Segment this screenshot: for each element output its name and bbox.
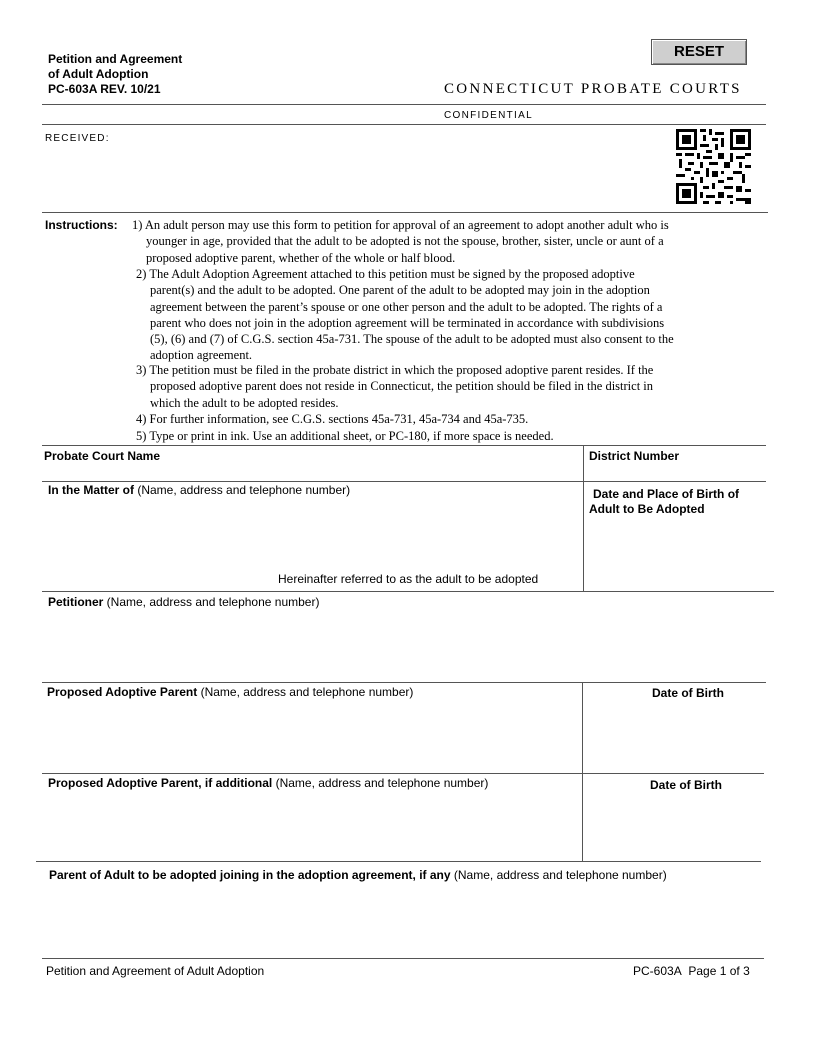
instruction-item-4 [136,411,776,427]
instruction-number: 3) [136,363,147,377]
instruction-line: parent who does not join in the adoption agreement will be terminated in accordance with subdivisions [150,315,665,330]
form-title-line1: Petition and Agreement [48,52,183,66]
adoptive-parent2-hint: (Name, address and telephone number) [272,776,489,790]
instructions-label: Instructions: [45,218,118,232]
district-number-field[interactable] [589,449,679,464]
reset-button[interactable]: RESET [651,39,747,65]
instruction-number: 1) [132,218,143,232]
grid-line [42,682,766,683]
petitioner-hint: (Name, address and telephone number) [103,595,320,609]
instruction-line: proposed adoptive parent, whether of the whole or half blood. [146,250,456,265]
instruction-item-2 [136,266,776,364]
instruction-line: younger in age, provided that the adult to be adopted is not the spouse, brother, sister, uncle or aunt of a [146,234,664,249]
petitioner-label: Petitioner [48,595,104,609]
instruction-number: 5) [136,429,147,443]
adoptive-parent2-field[interactable] [48,776,578,858]
joining-parent-field[interactable] [49,868,765,954]
footer-form-title: Petition and Agreement of Adult Adoption [46,964,265,978]
grid-column-divider [582,682,583,861]
instruction-line: For further information, see C.G.S. sections 45a-731, 45a-734 and 45a-735. [149,412,529,426]
district-number-label: District Number [589,449,680,463]
instruction-item-5 [136,428,776,444]
grid-line [36,861,761,862]
date-of-birth-label: Date of Birth [650,778,722,792]
received-label: RECEIVED: [45,133,110,144]
footer-page-number: Page 1 of 3 [688,964,750,978]
petitioner-field[interactable] [48,595,764,679]
instruction-number: 4) [136,412,147,426]
instruction-line: Type or print in ink. Use an additional sheet, or PC-180, if more space is needed. [149,429,554,443]
adoptive-parent-hint: (Name, address and telephone number) [197,685,414,699]
grid-column-divider [583,445,584,591]
qr-code-icon [676,129,751,204]
footer-page-info [633,964,750,978]
adoptive-parent-field[interactable] [47,685,577,769]
court-name: CONNECTICUT PROBATE COURTS [444,81,742,97]
hereinafter-note: Hereinafter referred to as the adult to be adopted [278,572,539,586]
probate-court-name-field[interactable] [44,449,160,464]
footer-form-id: PC-603A [633,964,682,978]
joining-parent-hint: (Name, address and telephone number) [450,868,667,882]
header-divider [42,104,766,105]
grid-line [42,445,766,446]
instruction-line: proposed adoptive parent does not reside in Connecticut, the petition should be filed in the district in [150,379,654,394]
form-title-line2: of Adult Adoption [48,67,149,81]
instructions-top-divider [42,212,768,213]
joining-parent-label: Parent of Adult to be adopted joining in the adoption agreement, if any [49,868,451,882]
grid-line [42,481,766,482]
adoptive-parent-dob-field[interactable] [652,686,724,701]
dob-place-label-line2: Adult to Be Adopted [589,502,705,516]
instruction-item-1 [132,217,772,266]
instruction-line: The Adult Adoption Agreement attached to this petition must be signed by the proposed adoptive [149,267,635,281]
dob-place-label-line1: Date and Place of Birth of [593,487,740,501]
in-the-matter-of-label: In the Matter of [48,483,134,497]
instruction-line: (5), (6) and (7) of C.G.S. section 45a-731. The spouse of the adult to be adopted must also consent to the [150,332,674,347]
in-the-matter-of-hint: (Name, address and telephone number) [134,483,351,497]
dob-place-field[interactable] [589,487,769,585]
date-of-birth-label: Date of Birth [652,686,724,700]
adoptive-parent2-label: Proposed Adoptive Parent, if additional [48,776,273,790]
form-title-block [48,52,182,97]
confidential-label: CONFIDENTIAL [444,110,533,121]
adoptive-parent-label: Proposed Adoptive Parent [47,685,198,699]
instruction-item-3 [136,362,776,411]
grid-line [42,591,774,592]
grid-line [42,958,764,959]
confidential-divider [42,124,766,125]
grid-line [42,773,764,774]
instruction-number: 2) [136,267,147,281]
form-id: PC-603A REV. 10/21 [48,82,161,96]
instruction-line: which the adult to be adopted resides. [150,395,339,410]
instruction-line: parent(s) and the adult to be adopted. One parent of the adult to be adopted may join in the adoption [150,283,650,298]
instruction-line: The petition must be filed in the probate district in which the proposed adoptive parent resides. If the [149,363,654,377]
instruction-line: An adult person may use this form to petition for approval of an agreement to adopt another adult who is [144,218,669,232]
instruction-line: agreement between the parent’s spouse or one other person and the adult to be adopted. The rights of a [150,299,663,314]
adoptive-parent2-dob-field[interactable] [650,778,722,793]
probate-court-name-label: Probate Court Name [44,449,161,463]
instruction-line: adoption agreement. [150,348,253,363]
